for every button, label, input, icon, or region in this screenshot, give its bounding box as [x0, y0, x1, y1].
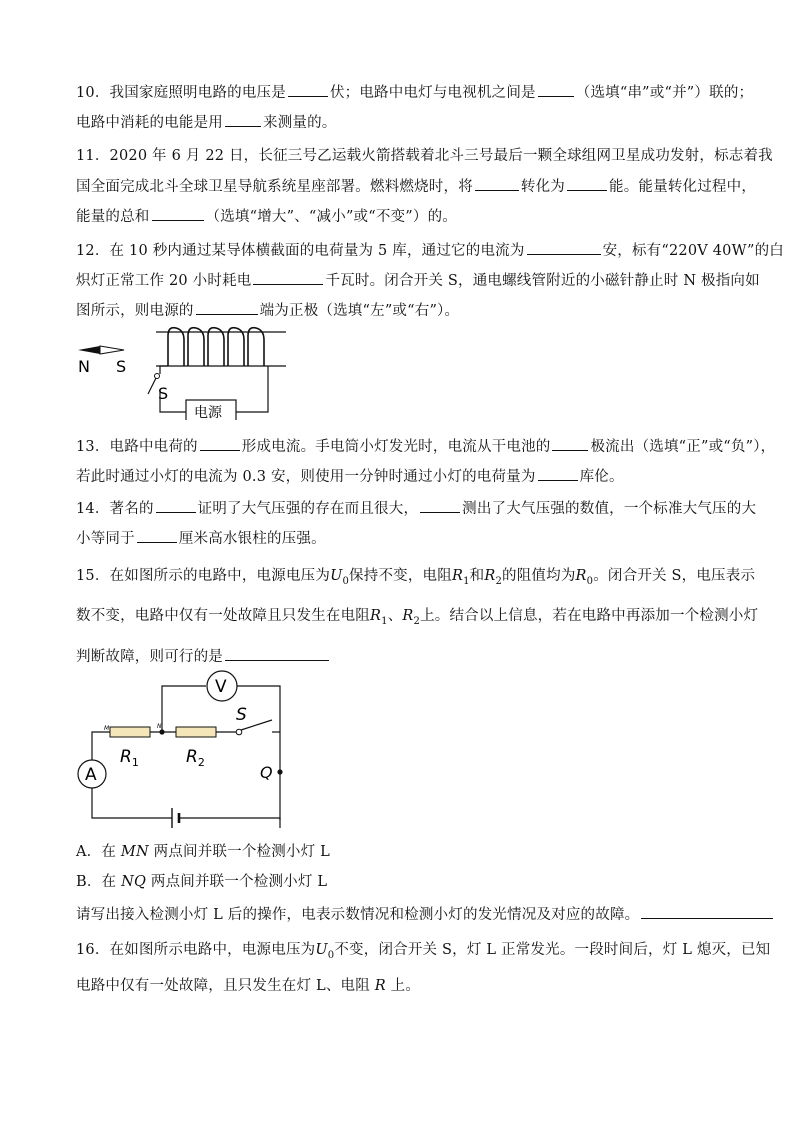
wire-bottom-right [179, 818, 280, 820]
node-m-label: M [104, 725, 110, 732]
wire-left [160, 366, 168, 374]
solenoid-coil [168, 328, 264, 366]
q15-request: 请写出接入检测小灯 L 后的操作，电表示数情况和检测小灯的发光情况及对应的故障。 [76, 904, 775, 925]
compass-needle-north [78, 346, 100, 354]
switch-label: S [158, 384, 169, 403]
answer-blank[interactable] [420, 498, 460, 513]
answer-blank[interactable] [641, 904, 773, 919]
q15-line-2: 数不变，电路中仅有一处故障且只发生在电阻$R_1$、$R_2$上。结合以上信息，若在电路中再添加一个检测小灯 [76, 608, 759, 627]
answer-blank[interactable] [288, 82, 328, 97]
q12-line-3: 图所示，则电源的 端为正极（选填“左”或“右”）。 [76, 300, 459, 321]
node-q-label: Q [260, 763, 273, 782]
q13-line-1: 13．电路中电荷的 形成电流。手电筒小灯发光时，电流从干电池的 极流出（选填“正”或“负”）， [76, 436, 775, 457]
node-n-label: N [157, 723, 162, 730]
r1-label: $R_1$ [120, 747, 139, 769]
q15-line-3: 判断故障，则可行的是 [76, 646, 331, 667]
switch-blade[interactable] [148, 378, 156, 394]
compass-needle-south [100, 346, 124, 354]
wire-voltmeter-left [162, 686, 206, 732]
answer-blank[interactable] [527, 240, 601, 255]
switch-contact [155, 374, 160, 379]
answer-blank[interactable] [552, 436, 588, 451]
ammeter-label: A [85, 765, 97, 785]
q16-line-2: 电路中仅有一处故障，且只发生在灯 L、电阻 R 上。 [76, 978, 421, 994]
wire-bottom-left [92, 788, 172, 818]
circuit-figure [76, 670, 296, 832]
answer-blank[interactable] [567, 176, 607, 191]
q12-line-2: 炽灯正常工作 20 小时耗电 千瓦时。闭合开关 S，通电螺线管附近的小磁针静止时 N 极指向如 [76, 270, 760, 291]
answer-blank[interactable] [253, 270, 323, 285]
q15-option-b[interactable]: B．在 NQ 两点间并联一个检测小灯 L [76, 874, 328, 890]
q10-line-2: 电路中消耗的电能是用 来测量的。 [76, 112, 337, 133]
answer-blank[interactable] [225, 646, 329, 661]
q15-option-a[interactable]: A．在 MN 两点间并联一个检测小灯 L [76, 844, 330, 860]
node-q [277, 769, 282, 774]
compass-s-label: S [116, 357, 127, 376]
answer-blank[interactable] [152, 206, 204, 221]
q11-line-2: 国全面完成北斗全球卫星导航系统星座部署。燃料燃烧时，将 转化为 能。能量转化过程中， [76, 176, 756, 197]
q11-line-1: 11．2020 年 6 月 22 日，长征三号乙运载火箭搭载着北斗三号最后一颗全球组网卫星成功发射，标志着我 [76, 148, 773, 164]
r2-label: $R_2$ [186, 747, 205, 769]
q16-line-1: 16．在如图所示电路中，电源电压为$U_0$不变，闭合开关 S，灯 L 正常发光。一段时间后，灯 L 熄灭，已知 [76, 942, 771, 961]
wire-bottom-right [236, 366, 268, 412]
q11-line-3: 能量的总和 （选填“增大”、“减小”或“不变”）的。 [76, 206, 457, 227]
answer-blank[interactable] [196, 300, 258, 315]
answer-blank[interactable] [156, 498, 196, 513]
q13-line-2: 若此时通过小灯的电流为 0.3 安，则使用一分钟时通过小灯的电荷量为 库伦。 [76, 466, 624, 487]
node-n [159, 729, 164, 734]
q15-line-1: 15．在如图所示的电路中，电源电压为$U_0$保持不变，电阻$R_1$和$R_2$的阻值均为$R_0$。闭合开关 S，电压表示 [76, 568, 756, 587]
answer-blank[interactable] [538, 82, 574, 97]
solenoid-figure [76, 324, 306, 420]
answer-blank[interactable] [225, 112, 261, 127]
answer-blank[interactable] [475, 176, 519, 191]
q10-line-1: 10．我国家庭照明电路的电压是 伏；电路中电灯与电视机之间是 （选填“串”或“并”）联的； [76, 82, 753, 103]
q14-line-1: 14．著名的 证明了大气压强的存在而且很大， 测出了大气压强的数值，一个标准大气压的大 [76, 498, 756, 519]
voltmeter-label: V [215, 677, 227, 697]
switch-label: S [236, 705, 247, 725]
q12-line-1: 12．在 10 秒内通过某导体横截面的电荷量为 5 库，通过它的电流为 安，标有“220V 40W”的白 [76, 240, 784, 261]
q14-line-2: 小等同于 厘米高水银柱的压强。 [76, 528, 326, 549]
answer-blank[interactable] [200, 436, 240, 451]
resistor-r2 [176, 727, 216, 737]
power-source-label: 电源 [194, 405, 222, 420]
answer-blank[interactable] [137, 528, 177, 543]
answer-blank[interactable] [538, 466, 578, 481]
compass-n-label: N [78, 357, 90, 376]
switch-pivot [236, 729, 242, 735]
resistor-r1 [110, 727, 150, 737]
